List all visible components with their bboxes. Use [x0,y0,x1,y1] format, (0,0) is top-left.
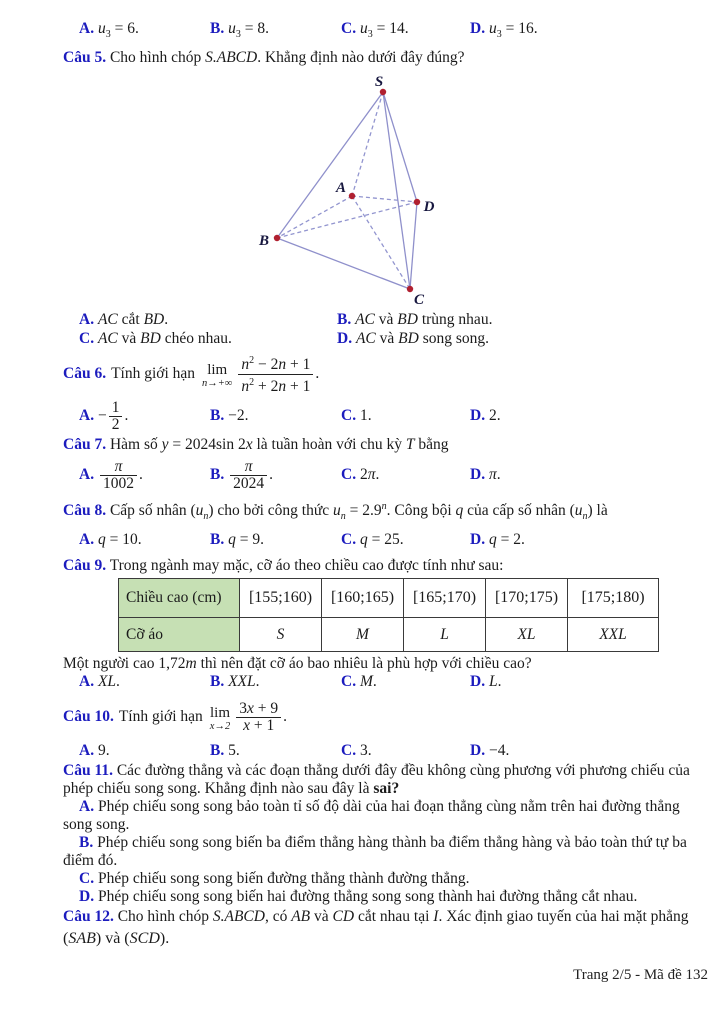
option-letter: C. [341,407,357,425]
option-b [337,311,690,330]
question-8-options [79,530,690,549]
option-text: $u_3 = 16$. [488,20,538,41]
option-letter: D. [470,20,486,37]
table-row-size [119,618,659,652]
fraction [228,459,269,492]
option-text: 5. [228,741,240,759]
option-letter: D. [470,673,486,691]
option-a [79,742,210,760]
option-letter: C. [341,741,357,759]
height-interval: [155;160) [240,579,322,618]
fraction [236,353,315,394]
question-text: Tính giới hạn [118,708,203,726]
fraction-denominator: 1002 [102,474,134,492]
question-number: Câu 6. [63,365,107,383]
option-a [79,400,210,433]
question-text: Cho hình chóp S.ABCD. Khẳng định nào dưới đây đúng? [109,49,465,67]
question-11-option-d [63,888,690,906]
row-header-size: Cỡ áo [119,618,240,652]
option-a [79,531,210,549]
option-c [341,742,470,760]
fraction-numerator: π [230,459,267,476]
option-text: AC và BD chéo nhau. [97,329,232,347]
option-text: 1. [359,407,372,425]
option-d [470,466,690,484]
question-number: Câu 8. [63,502,107,520]
option-letter: A. [79,20,95,37]
fraction [98,459,139,492]
option-b [210,531,341,549]
option-letter: C. [79,870,95,888]
size-value: M [322,618,404,652]
minus-sign: − [97,406,107,424]
question-text: Cho hình chóp S.ABCD, có AB và CD cắt nhau tại I. Xác định giao tuyến của hai mặt phẳng [117,908,689,926]
question-11-option-a [63,798,690,834]
row-header-height: Chiều cao (cm) [119,579,240,618]
fraction-denominator: 2024 [233,474,265,492]
question-6-options [79,396,690,436]
lim-word: lim [210,705,231,722]
question-11-title [63,762,690,798]
fraction-denominator: 2 [111,415,120,433]
option-letter: A. [79,465,95,483]
question-12-title [63,908,690,952]
option-b [210,742,341,760]
question-5-options [79,311,690,348]
size-value: L [404,618,486,652]
option-text: q = 25. [359,530,404,548]
option-text: $u_3 = 8$. [228,20,269,41]
option-letter: A. [79,406,95,424]
option-letter: C. [341,466,357,484]
option-a [79,311,337,330]
option-d [470,673,690,691]
option-text: q = 9. [228,530,264,548]
size-value: XL [486,618,568,652]
lim-word: lim [207,362,228,379]
option-letter: A. [79,530,95,548]
question-7-options [79,454,690,496]
option-text: AC cắt BD. [97,311,169,329]
question-text: Trong ngành may mặc, cỡ áo theo chiều cao được tính như sau: [109,557,504,575]
option-text: 9. [97,741,110,759]
option-b [210,20,341,44]
option-text: $u_3 = 14$. [359,20,409,41]
question-7-title [63,436,690,454]
option-text: −2. [228,407,249,425]
question-text: Tính giới hạn [111,365,196,383]
limit-expression [202,364,232,390]
option-a [79,20,210,44]
option-c [341,20,470,44]
fraction [234,701,283,734]
period: . [315,365,320,383]
fraction-denominator: $n^2 + 2n + 1$ [241,376,311,395]
option-letter: A. [79,311,95,329]
option-b [210,673,341,691]
question-9-title [63,557,690,575]
period: . [283,708,287,726]
option-text: 3. [359,741,372,759]
period: . [124,406,129,424]
option-text: Phép chiếu song song biến ba điểm thẳng hàng thành ba điểm thẳng hàng và bảo toàn thứ tự ba điểm đó. [63,834,687,870]
option-text: AC và BD song song. [355,329,490,347]
height-interval: [170;175) [486,579,568,618]
option-letter: C. [79,329,95,347]
option-letter: D. [79,888,95,906]
option-letter: B. [337,311,352,329]
option-text: AC và BD trùng nhau. [355,311,493,329]
question-9-follow: Một người cao 1,72m thì nên đặt cỡ áo bao nhiêu là phù hợp với chiều cao? [63,655,532,673]
limit-expression [210,707,230,733]
option-letter: C. [341,20,357,37]
option-c [341,466,470,484]
option-d [470,407,690,425]
fraction-numerator: 1 [109,400,123,417]
option-d [470,742,690,760]
option-d [470,531,690,549]
fraction-numerator: π [100,459,137,476]
lim-subscript: x→2 [209,721,231,733]
answer-row-q4 [79,20,690,44]
option-text: π. [488,466,501,484]
fraction-denominator: x + 1 [243,716,275,734]
table-row-height [119,579,659,618]
option-letter: D. [470,466,486,484]
option-letter: B. [210,20,225,37]
option-b [210,407,341,425]
size-value: XXL [568,618,659,652]
option-text: $u_3 = 6$. [97,20,139,41]
vertex-point-C [407,286,413,292]
question-number: Câu 12. [63,908,114,926]
question-number: Câu 10. [63,708,114,726]
option-d [470,20,690,44]
question-6-title [63,352,690,396]
option-a [79,459,210,492]
option-letter: B. [210,407,225,425]
question-number: Câu 5. [63,49,107,67]
option-letter: D. [470,407,486,425]
option-letter: B. [210,673,225,691]
vertex-point-D [414,199,420,205]
period: . [138,465,143,483]
fraction [107,400,125,433]
option-a [79,673,210,691]
option-letter: A. [79,741,95,759]
option-letter: B. [79,834,94,852]
lim-subscript: n→+∞ [202,378,233,390]
option-text: Phép chiếu song song biến hai đường thẳng song song thành hai đường thẳng cắt nhau. [97,888,638,906]
question-number: Câu 7. [63,436,107,454]
option-text: q = 2. [488,530,525,548]
option-text: 2π. [359,466,380,484]
vertex-point-B [274,235,280,241]
option-letter: A. [79,798,95,816]
size-value: S [240,618,322,652]
option-c [341,407,470,425]
option-c [79,330,337,349]
question-8-title [63,496,690,528]
option-letter: D. [337,329,353,347]
shirt-size-table [118,578,659,652]
question-11-option-b [63,834,690,870]
option-b [210,459,341,492]
option-text: 2. [488,407,501,425]
option-text: XL. [97,673,120,691]
height-interval: [165;170) [404,579,486,618]
height-interval: [160;165) [322,579,404,618]
question-9-options [79,673,690,691]
vertex-label-S: S [374,75,384,91]
question-number: Câu 11. [63,762,113,780]
option-letter: C. [341,673,357,691]
question-text: Hàm số y = 2024sin 2x là tuần hoàn với chu kỳ T bằng [109,436,449,454]
pyramid-figure [253,75,463,307]
option-letter: B. [210,741,225,759]
option-text: M. [359,673,377,691]
question-text: Các đường thẳng và các đoạn thẳng dưới đây đều không cùng phương với phương chiếu của phép chiếu song song. Khẳng định nào sau đây là sai? [63,762,690,798]
page-footer: Trang 2/5 - Mã đề 132 [573,967,708,983]
vertex-label-B: B [258,233,270,250]
fraction-numerator: $n^2 - 2n + 1$ [238,353,313,374]
option-letter: B. [210,530,225,548]
option-text: −4. [488,741,510,759]
vertex-point-A [349,193,355,199]
question-10-options [79,741,690,760]
option-c [341,531,470,549]
option-letter: D. [470,741,486,759]
vertex-label-A: A [335,180,347,197]
option-text: q = 10. [97,530,142,548]
vertex-label-C: C [413,292,425,308]
question-10-title [63,695,690,739]
question-11-option-c [63,870,690,888]
option-text: Phép chiếu song song biến đường thẳng thành đường thẳng. [97,870,470,888]
question-12-line1 [63,908,690,926]
option-text: XXL. [228,673,260,691]
period: . [269,465,273,483]
option-letter: A. [79,673,95,691]
option-letter: C. [341,530,357,548]
height-interval: [175;180) [568,579,659,618]
option-d [337,330,690,349]
option-text: L. [488,673,502,691]
fraction-numerator: 3x + 9 [236,701,281,718]
option-letter: D. [470,530,486,548]
option-c [341,673,470,691]
question-12-line2: (SAB) và (SCD). [63,930,170,948]
vertex-label-D: D [423,199,435,216]
question-5-title [63,49,690,67]
option-letter: B. [210,465,225,483]
option-text: Phép chiếu song song bảo toàn tỉ số độ dài của hai đoạn thẳng cùng nằm trên hai đường thẳng song song. [63,798,680,834]
question-number: Câu 9. [63,557,107,575]
pyramid-figure-svg [253,75,463,307]
question-text: Cấp số nhân $(u_n)$ cho bởi công thức $u_n = 2.9^n$. Công bội q của cấp số nhân $(u_n)$ là [109,501,608,523]
